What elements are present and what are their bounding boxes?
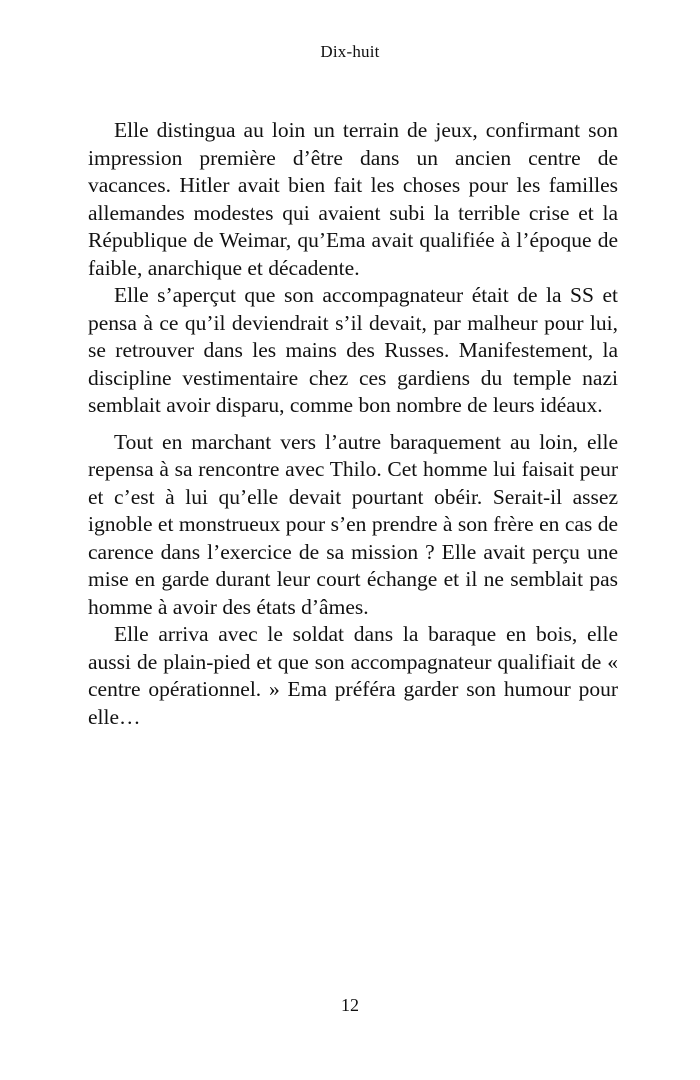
- paragraph-2: Elle s’aperçut que son accompagnateur était de la SS et pensa à ce qu’il deviendrait s’il devait, par malheur pour lui, se retrouver dans les mains des Russes. Manifestement, la discipline vestimentaire chez ces gardiens du temple nazi semblait avoir disparu, comme bon nombre de leurs idéaux.: [88, 283, 618, 417]
- paragraph-1: Elle distingua au loin un terrain de jeux, confirmant son impression première d’être dans un ancien centre de vacances. Hitler avait bien fait les choses pour les familles allemandes modestes qui avaient subi la terrible crise et la République de Weimar, qu’Ema avait qualifiée à l’époque de faible, anarchique et décadente.: [88, 118, 618, 280]
- paragraph-4: Elle arriva avec le soldat dans la baraque en bois, elle aussi de plain-pied et que son accompagnateur qualifiait de « centre opérationnel. » Ema préféra garder son humour pour elle…: [88, 622, 618, 729]
- body-text: [88, 117, 618, 731]
- running-header: Dix-huit: [320, 42, 380, 61]
- page-number: 12: [341, 995, 359, 1015]
- paragraph-3: Tout en marchant vers l’autre baraquement au loin, elle repensa à sa rencontre avec Thilo. Cet homme lui faisait peur et c’est à lui qu’elle devait pourtant obéir. Serait-il assez ignoble et monstrueux pour s’en prendre à son frère en cas de carence dans l’exercice de sa mission ? Elle avait perçu une mise en garde durant leur court échange et il ne semblait pas homme à avoir des états d’âmes.: [88, 429, 618, 619]
